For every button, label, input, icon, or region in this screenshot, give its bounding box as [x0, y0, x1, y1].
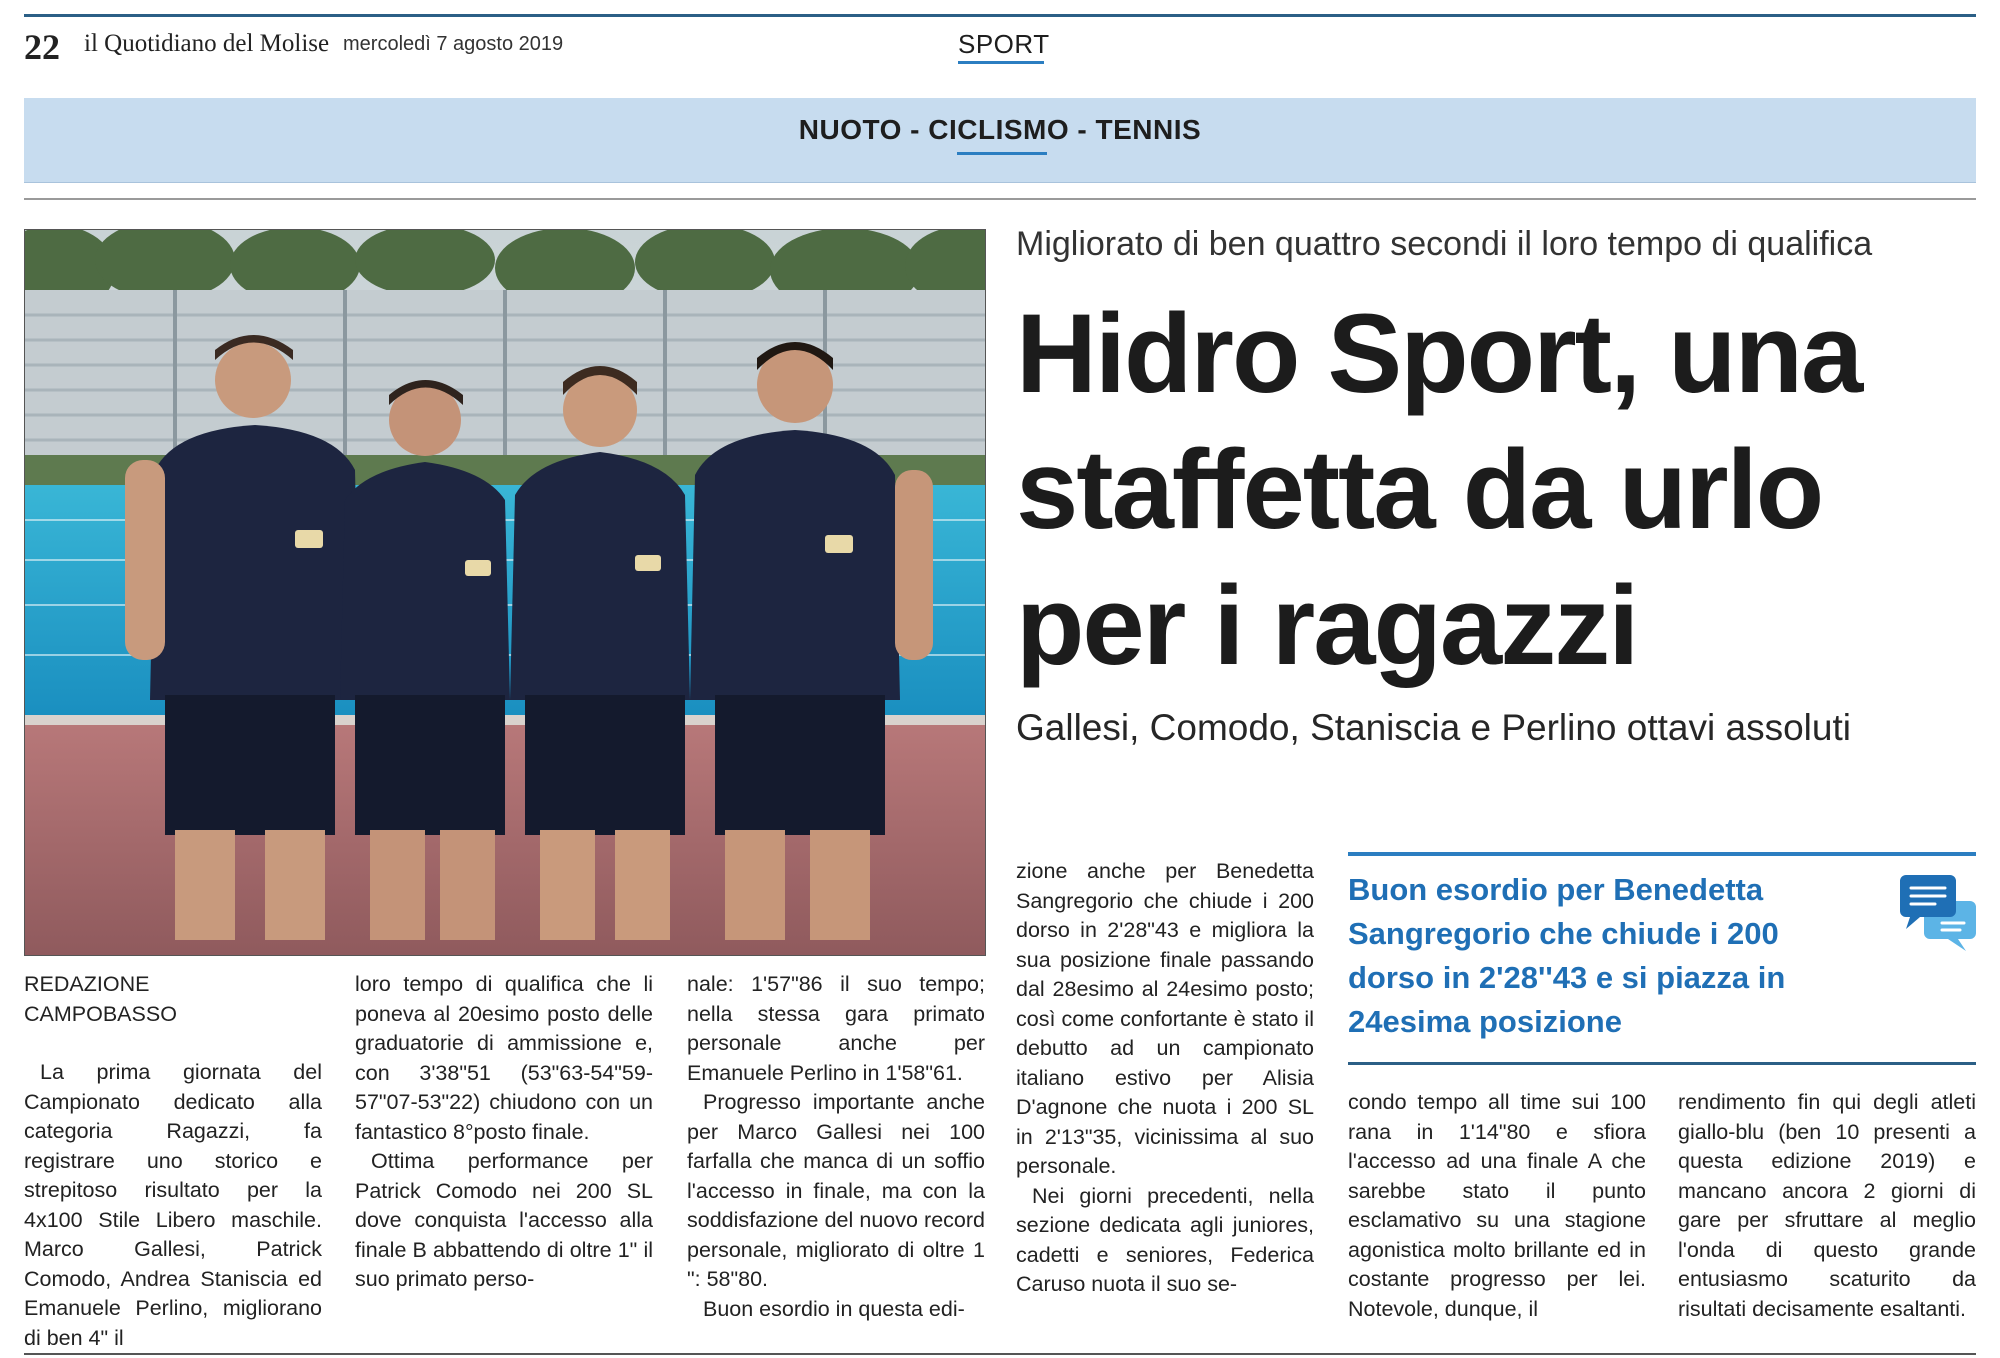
- paragraph: Ottima performance per Patrick Comodo nei 200 SL dove conquista l'accesso alla finale B abbattendo di oltre 1" il suo primato perso-: [355, 1149, 653, 1291]
- speech-bubbles-icon: [1900, 875, 1976, 958]
- paragraph: rendimento fin qui degli atleti giallo-blu (ben 10 presenti a questa edizione 2019) e mancano ancora 2 giorni di gare per sfruttare al meglio l'onda di questo grande entusiasmo scaturito da risultati decisamente esaltanti.: [1678, 1090, 1976, 1321]
- article-column-2: [355, 970, 653, 1295]
- article-column-6: [1678, 1088, 1976, 1324]
- section-underline: [958, 61, 1044, 64]
- paragraph: nale: 1'57"86 il suo tempo; nella stessa gara primato personale anche per Emanuele Perlino in 1'58"61.: [687, 972, 985, 1085]
- pull-quote-top-rule: [1348, 852, 1976, 856]
- pull-quote-bottom-rule: [1348, 1062, 1976, 1065]
- article-column-5: [1348, 1088, 1646, 1324]
- issue-date: mercoledì 7 agosto 2019: [343, 33, 564, 55]
- category-underline: [957, 152, 1047, 155]
- paragraph: La prima giornata del Campionato dedicato alla categoria Ragazzi, fa registrare uno storico e strepitoso risultato per la 4x100 Stile Libero maschile. Marco Gallesi, Patrick Comodo, Andrea Staniscia ed Emanuele Perlino, migliorano di ben 4" il: [24, 1060, 322, 1350]
- article-column-1: [24, 1058, 322, 1353]
- article-column-4: [1016, 857, 1314, 1300]
- byline: [24, 970, 177, 1029]
- article-photo: [24, 229, 986, 956]
- divider-rule: [24, 198, 1976, 200]
- article-headline: Hidro Sport, una staffetta da urlo per i ragazzi: [1016, 291, 1862, 688]
- paragraph: condo tempo all time sui 100 rana in 1'14"80 e sfiora l'accesso ad una finale A che sarebbe stato il punto esclamativo su una stagione agonistica molto brillante ed in costante progresso per lei. Notevole, dunque, il: [1348, 1090, 1646, 1321]
- article-kicker: Migliorato di ben quattro secondi il loro tempo di qualifica: [1016, 225, 1873, 263]
- top-rule: [24, 14, 1976, 17]
- paragraph: loro tempo di qualifica che li poneva al 20esimo posto delle graduatorie di ammissione e, con 3'38"51 (53"63-54"59-57"07-53"22) chiudono con un fantastico 8°posto finale.: [355, 972, 653, 1144]
- article-subheadline: Gallesi, Comodo, Staniscia e Perlino ottavi assoluti: [1016, 707, 1851, 748]
- byline-line-1: REDAZIONE: [24, 972, 150, 996]
- paragraph: zione anche per Benedetta Sangregorio che chiude i 200 dorso in 2'28"43 e migliora la sua posizione finale passando dal 28esimo al 24esimo posto; così come confortante è stato il debutto ad un campionato italiano estivo per Alisia D'agnone che nuota i 200 SL in 2'13"35, vicinissima al suo personale.: [1016, 859, 1314, 1178]
- newspaper-name: il Quotidiano del Molise: [84, 30, 330, 57]
- category-label: NUOTO - CICLISMO - TENNIS: [798, 114, 1202, 145]
- article-column-3: [687, 970, 985, 1324]
- section-label: SPORT: [958, 29, 1050, 59]
- byline-line-2: CAMPOBASSO: [24, 1001, 177, 1026]
- bottom-rule: [24, 1353, 1976, 1355]
- paragraph: Nei giorni precedenti, nella sezione dedicata agli juniores, cadetti e seniores, Federica Caruso nuota il suo se-: [1016, 1183, 1314, 1296]
- page-number: 22: [24, 27, 60, 67]
- pull-quote: Buon esordio per Benedetta Sangregorio che chiude i 200 dorso in 2'28''43 e si piazza in 24esima posizione: [1348, 872, 1786, 1039]
- paragraph: Buon esordio in questa edi-: [703, 1296, 965, 1321]
- paragraph: Progresso importante anche per Marco Gallesi nei 100 farfalla che manca di un soffio l'accesso in finale, ma con la soddisfazione del nuovo record personale, migliorato di oltre 1 ": 58"80.: [687, 1090, 985, 1291]
